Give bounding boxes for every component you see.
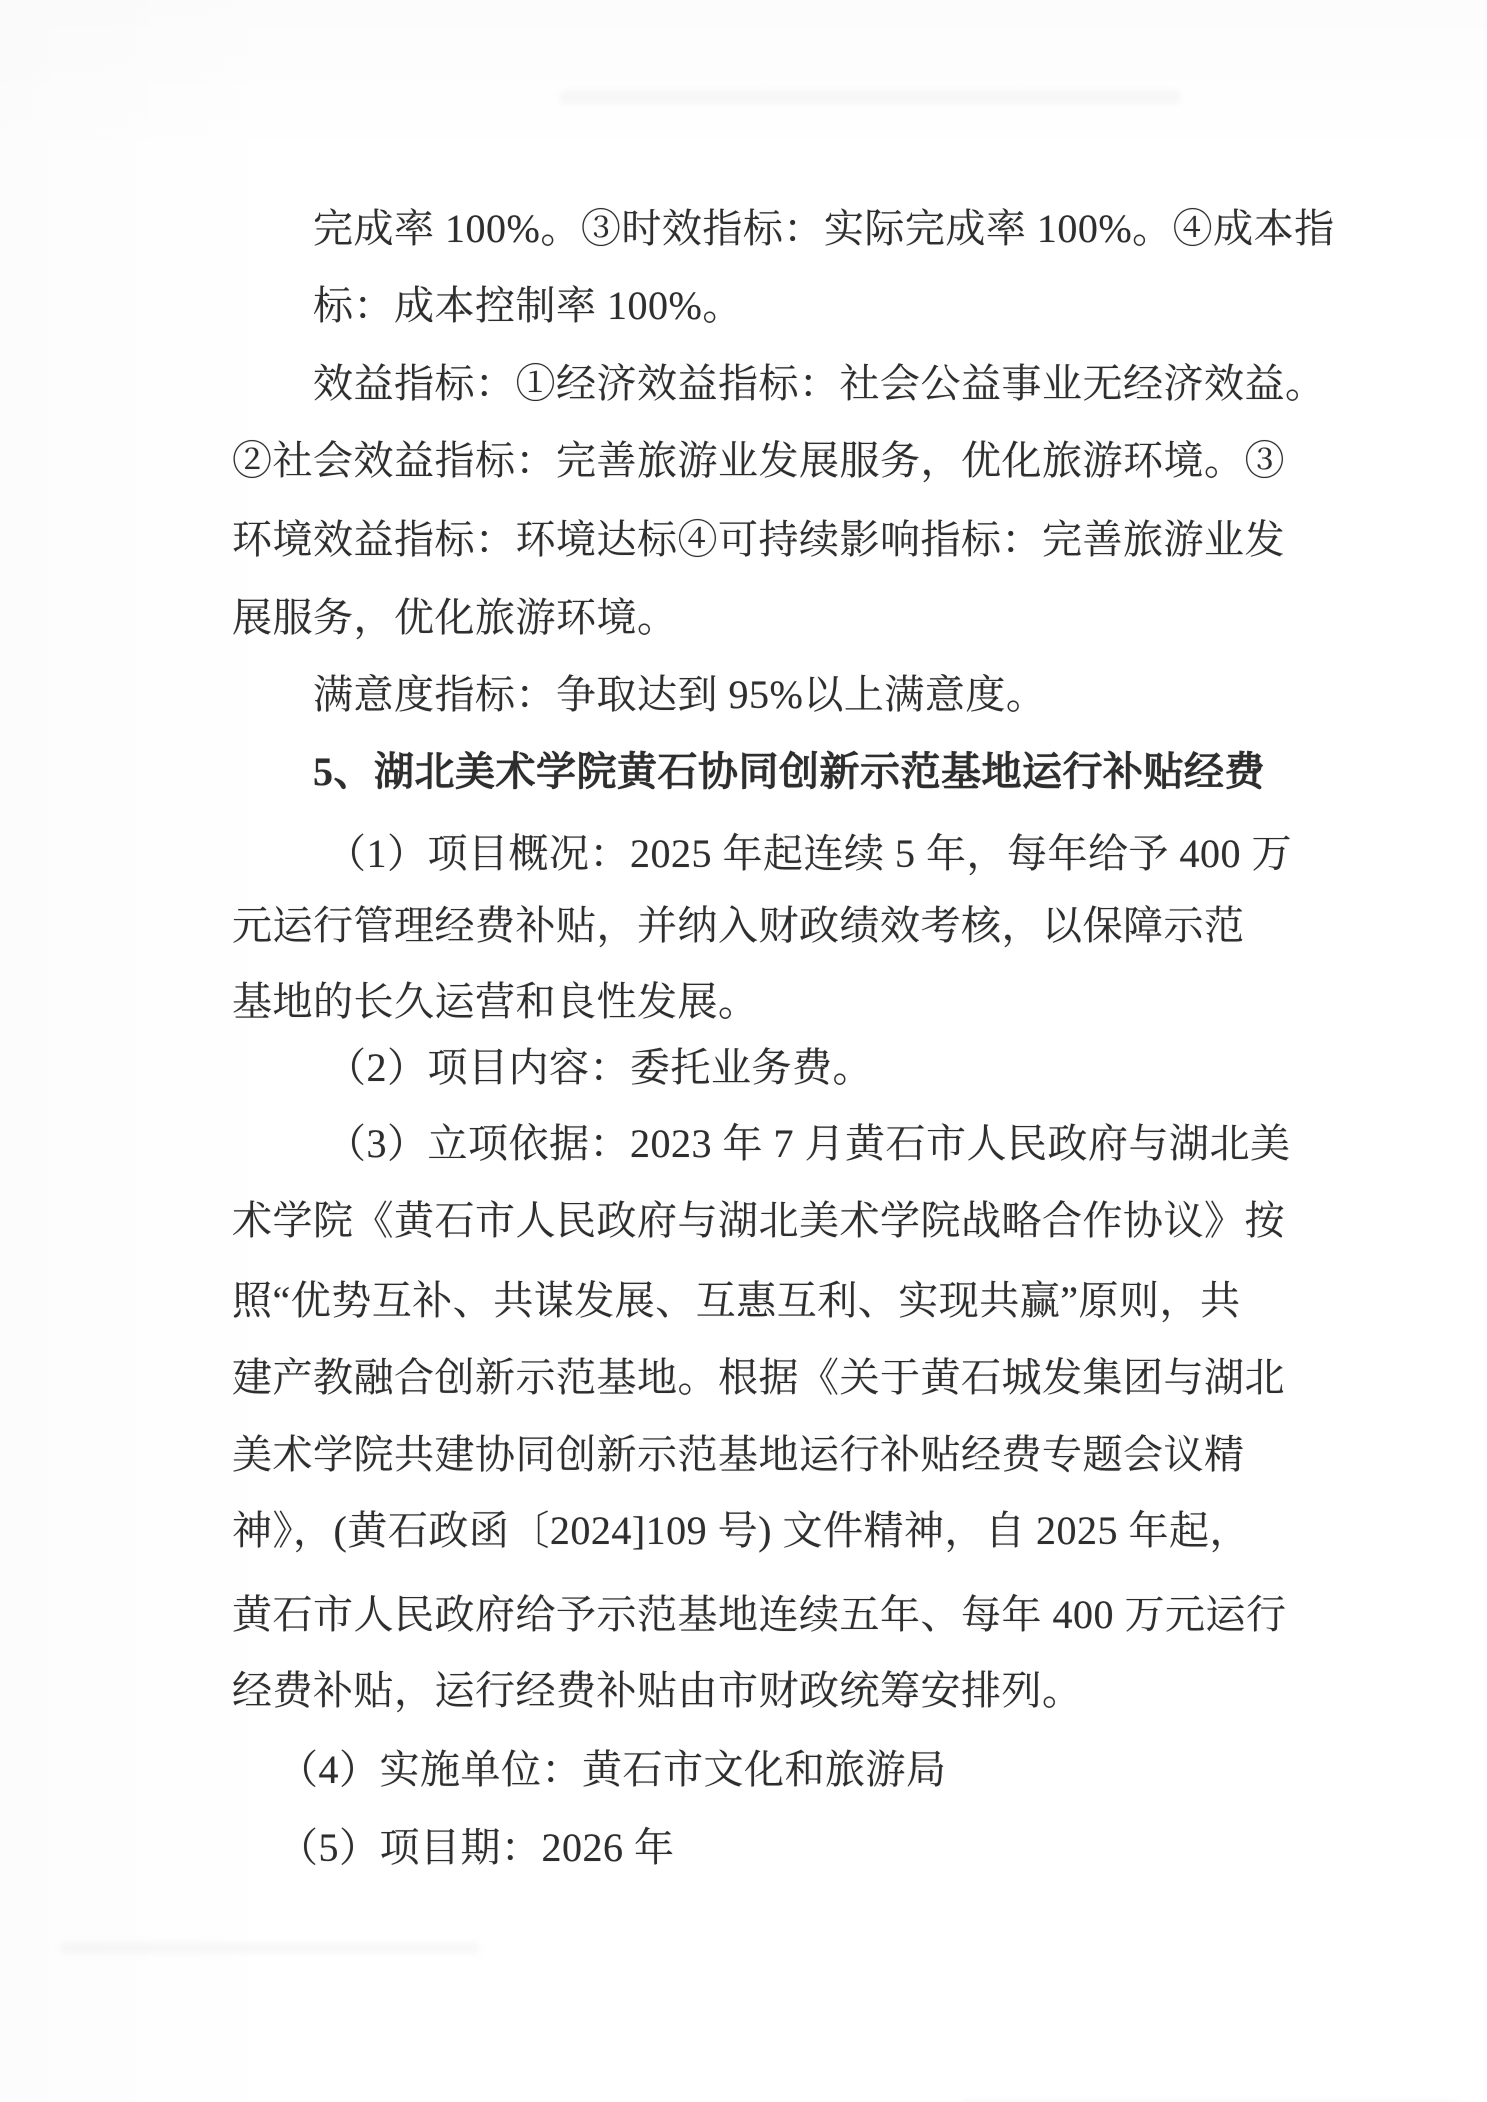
text-line: 黄石市人民政府给予示范基地连续五年、每年 400 万元运行 <box>232 1592 1287 1637</box>
text-line: （5）项目期：2026 年 <box>278 1825 675 1870</box>
text-line: 满意度指标：争取达到 95%以上满意度。 <box>313 672 1047 717</box>
text-line: 标：成本控制率 100%。 <box>313 283 743 328</box>
text-line: 经费补贴，运行经费补贴由市财政统筹安排列。 <box>232 1668 1083 1713</box>
text-line: ②社会效益指标：完善旅游业发展服务，优化旅游环境。③ <box>232 438 1285 483</box>
scan-artifact <box>60 1942 480 1954</box>
text-line: （2）项目内容：委托业务费。 <box>326 1045 873 1090</box>
text-line: 照“优势互补、共谋发展、互惠互利、实现共赢”原则，共 <box>232 1278 1241 1323</box>
text-line: 环境效益指标：环境达标④可持续影响指标：完善旅游业发 <box>232 517 1285 562</box>
text-line: 展服务，优化旅游环境。 <box>232 595 678 640</box>
text-line: （1）项目概况：2025 年起连续 5 年，每年给予 400 万 <box>326 831 1292 876</box>
text-line: 美术学院共建协同创新示范基地运行补贴经费专题会议精 <box>232 1432 1245 1477</box>
text-line: 术学院《黄石市人民政府与湖北美术学院战略合作协议》按 <box>232 1198 1285 1243</box>
text-line: （4）实施单位：黄石市文化和旅游局 <box>278 1747 947 1792</box>
text-line: 建产教融合创新示范基地。根据《关于黄石城发集团与湖北 <box>232 1355 1285 1400</box>
text-line: 完成率 100%。③时效指标：实际完成率 100%。④成本指 <box>313 206 1335 251</box>
text-line: 基地的长久运营和良性发展。 <box>232 979 759 1024</box>
text-line: 元运行管理经费补贴，并纳入财政绩效考核，以保障示范 <box>232 903 1245 948</box>
text-line: （3）立项依据：2023 年 7 月黄石市人民政府与湖北美 <box>326 1121 1291 1166</box>
text-line: 神》，(黄石政函〔2024]109 号) 文件精神，自 2025 年起， <box>232 1508 1250 1553</box>
scan-artifact <box>560 90 1180 104</box>
text-line: 效益指标：①经济效益指标：社会公益事业无经济效益。 <box>313 361 1326 406</box>
section-heading: 5、湖北美术学院黄石协同创新示范基地运行补贴经费 <box>313 749 1265 794</box>
